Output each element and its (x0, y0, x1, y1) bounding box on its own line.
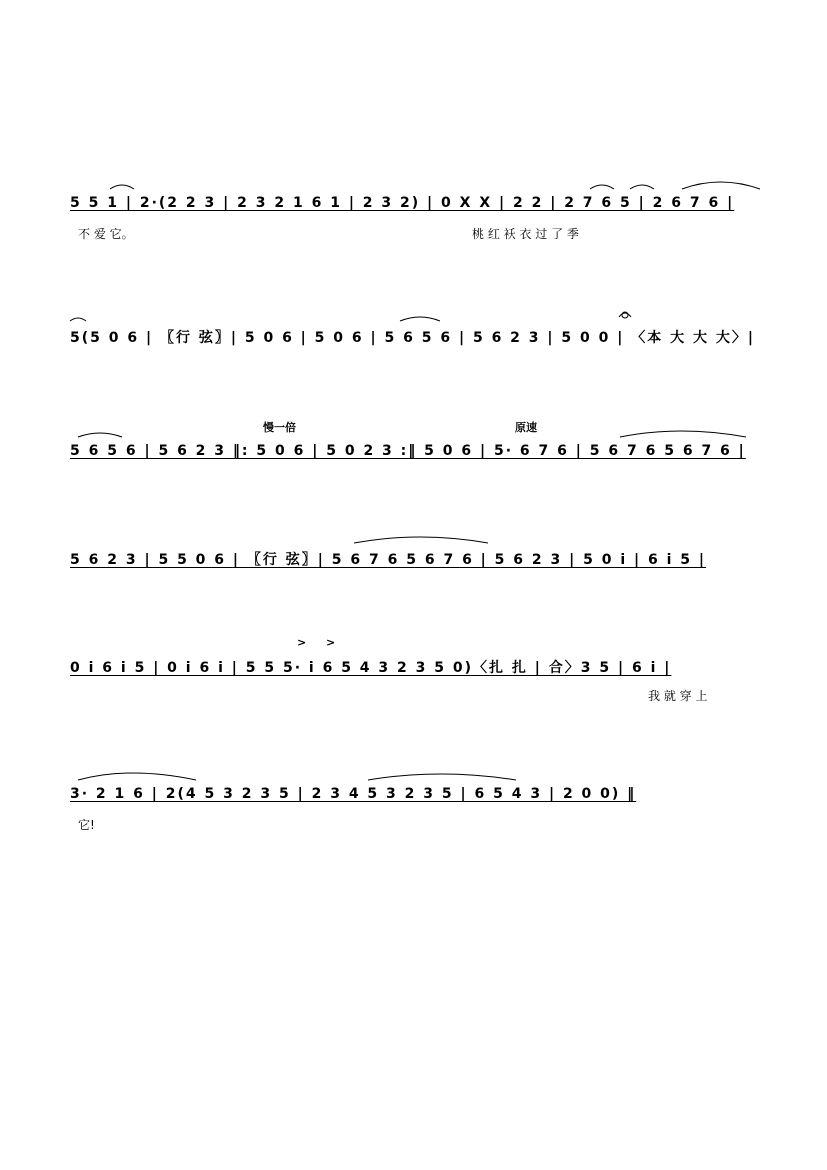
notation-line-6: 3· 2 1 6 | 2(4 5 3 2 3 5 | 2 3 4 5 3 2 3 5 | 6 5 4 3 | 2 0 0) ‖ (70, 786, 637, 802)
lyric-segment: 我 就 穿 上 (648, 689, 708, 703)
notation-line-2: 5(5 0 6 | 〖行 弦〗| 5 0 6 | 5 0 6 | 5 6 5 6 | 5 6 2 3 | 5 0 0 | 〈本 大 大 大〉| (70, 330, 755, 346)
notation-line-4: 5 6 2 3 | 5 5 0 6 | 〖行 弦〗| 5 6 7 6 5 6 7 6 | 5 6 2 3 | 5 0 i | 6 i 5 | (70, 552, 707, 568)
notation-line-3: 5 6 5 6 | 5 6 2 3 ‖: 5 0 6 | 5 0 2 3 :‖ 5 0 6 | 5· 6 7 6 | 5 6 7 6 5 6 7 6 | (70, 443, 746, 459)
notation-line-5: 0 i 6 i 5 | 0 i 6 i | 5 5 5· i 6 5 4 3 2 3 5 0)〈扎 扎 | 合〉3 5 | 6 i | (70, 660, 672, 676)
tempo-mark-original: 原速 (515, 421, 537, 434)
lyric-segment: 桃 红 袄 衣 过 了 季 (472, 227, 579, 241)
notation-line-1: 5 5 1 | 2·(2 2 3 | 2 3 2 1 6 1 | 2 3 2) | 0 X X | 2 2 | 2 7 6 5 | 2 6 7 6 | (70, 195, 735, 211)
tempo-mark-slow: 慢一倍 (263, 421, 296, 434)
lyric-segment: 它! (78, 818, 95, 832)
accent-marks: > > (297, 636, 344, 649)
lyric-segment: 不 爱 它。 (78, 227, 134, 241)
